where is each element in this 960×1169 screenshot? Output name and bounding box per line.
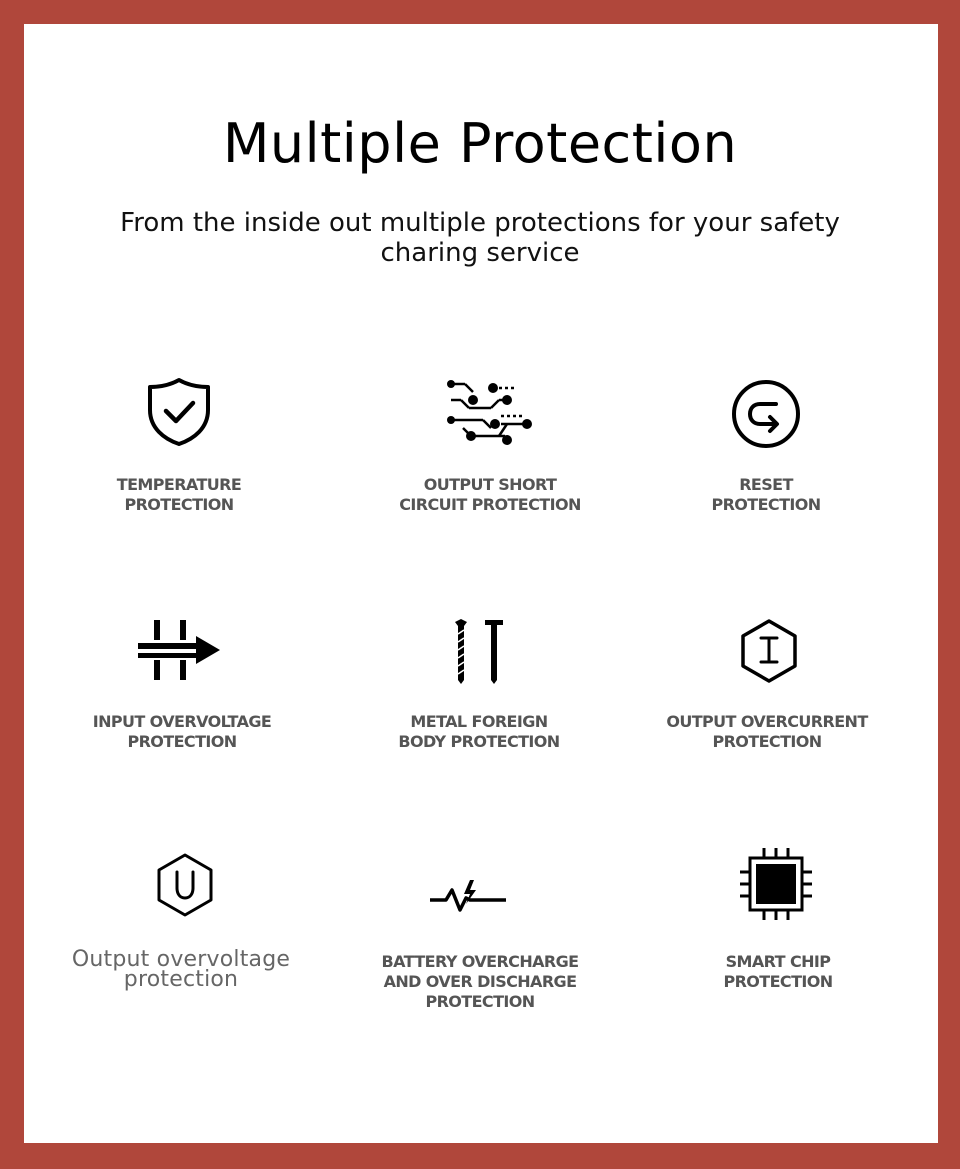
- feature-smart-chip: [648, 848, 908, 998]
- feature-label: BATTERY OVERCHARGE AND OVER DISCHARGE PROTECTION: [381, 952, 579, 1011]
- feature-label: OUTPUT OVERCURRENT PROTECTION: [666, 712, 868, 751]
- voltage-arrow-icon: [138, 618, 222, 682]
- shield-check-icon: [146, 376, 212, 448]
- circuit-icon: [445, 378, 535, 450]
- feature-short-circuit: [360, 376, 620, 526]
- feature-output-overcurrent: [637, 618, 897, 758]
- feature-label: RESET PROTECTION: [711, 475, 821, 514]
- feature-label: OUTPUT SHORT CIRCUIT PROTECTION: [399, 475, 581, 514]
- feature-label: Output overvoltage protection: [71, 947, 291, 992]
- feature-output-overvoltage: [51, 852, 311, 1002]
- feature-battery-charge: [350, 852, 610, 1012]
- feature-input-overvoltage: [52, 618, 312, 758]
- feature-temperature: [49, 376, 309, 526]
- feature-label: TEMPERATURE PROTECTION: [116, 475, 242, 514]
- metal-screw-icon: [451, 618, 507, 684]
- feature-label: INPUT OVERVOLTAGE PROTECTION: [92, 712, 272, 751]
- feature-metal-foreign-body: [349, 618, 609, 758]
- hexagon-i-icon: [739, 618, 799, 684]
- page-subtitle: From the inside out multiple protections for your safety charing service: [120, 208, 840, 268]
- feature-label: SMART CHIP PROTECTION: [723, 952, 833, 991]
- feature-label: METAL FOREIGN BODY PROTECTION: [398, 712, 560, 751]
- page-title: Multiple Protection: [222, 112, 738, 175]
- feature-reset: [636, 376, 896, 526]
- chip-icon: [740, 848, 812, 920]
- pulse-bolt-icon: [430, 876, 508, 920]
- hexagon-u-icon: [155, 852, 215, 918]
- reset-icon: [730, 378, 802, 450]
